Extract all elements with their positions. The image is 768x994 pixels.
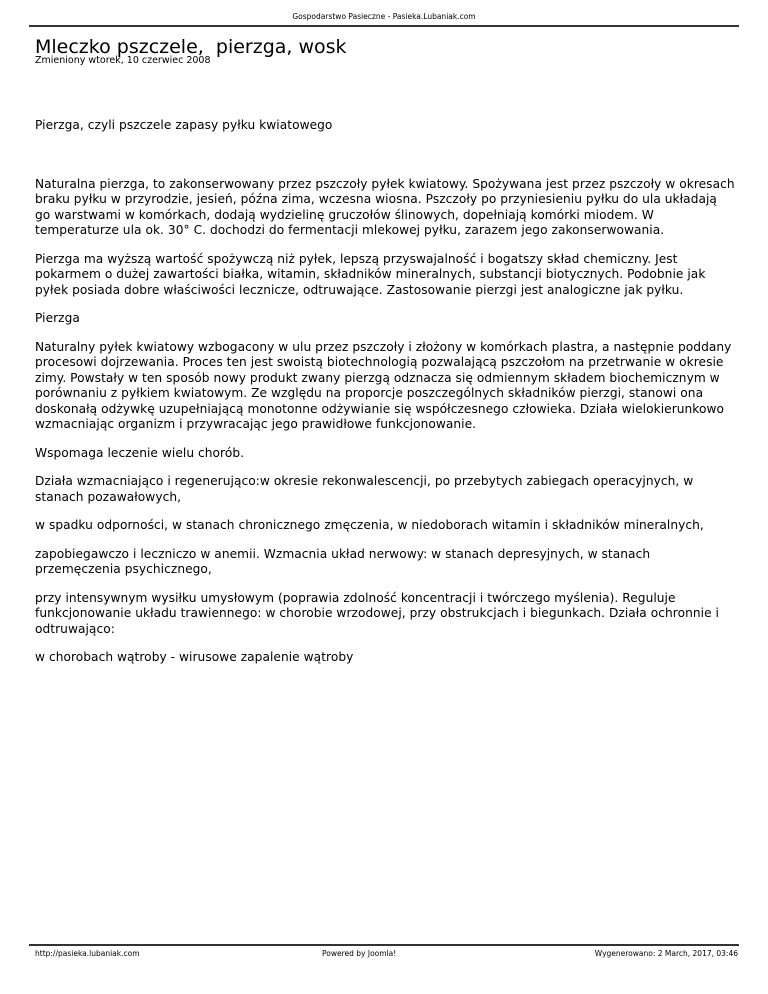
paragraph: w spadku odporności, w stanach chronicznego zmęczenia, w niedoborach witamin i składników mineralnych, [35,518,704,532]
footer-divider [29,944,739,946]
article-title: Mleczko pszczele, pierzga, wosk [35,36,347,58]
paragraph: Naturalny pyłek kwiatowy wzbogacony w ulu przez pszczoły i złożony w komórkach plastra, a następnie poddany procesowi dojrzewania. Proces ten jest swoistą biotechnologią pozwalającą pszczołom na przetrwanie w okresie zimy. Powstały w ten sposób nowy produkt zwany pierzgą odznacza się odmiennym składem biochemicznym w porównaniu z pyłkiem kwiatowym. Ze względu na proporcje poszczególnych składników pierzgi, stanowi ona doskonałą odżywkę uzupełniającą monotonne odżywianie się współczesnego człowieka. Działa wielokierunkowo wzmacniając organizm i przywracając jego prawidłowe funkcjonowanie. [35,339,732,431]
paragraph: w chorobach wątroby - wirusowe zapalenie wątroby [35,650,354,664]
footer-generated-date: Wygenerowano: 2 March, 2017, 03:46 [594,949,738,958]
paragraph: Pierzga ma wyższą wartość spożywczą niż pyłek, lepszą przyswajalność i bogatszy skład chemiczny. Jest pokarmem o dużej zawartości białka, witamin, składników mineralnych, substancji biotycznych. Podobnie jak pyłek posiada dobre właściwości lecznicze, odtruwające. Zastosowanie pierzgi jest analogiczne jak pyłku. [35,251,706,297]
section-heading: Pierzga, czyli pszczele zapasy pyłku kwiatowego [35,118,333,132]
article-body [35,118,735,666]
footer-powered-by: Powered by Joomla! [322,949,397,958]
paragraph-heading: Pierzga [35,311,80,325]
modified-date: Zmieniony wtorek, 10 czerwiec 2008 [35,55,211,66]
paragraph: przy intensywnym wysiłku umysłowym (poprawia zdolność koncentracji i twórczego myślenia). Reguluje funkcjonowanie układu trawiennego: w chorobie wrzodowej, przy obstrukcjach i biegunkach. Działa ochronnie i odtruwająco: [35,590,719,636]
header-divider [29,25,739,27]
paragraph: Działa wzmacniająco i regenerująco:w okresie rekonwalescencji, po przebytych zabiegach operacyjnych, w stanach pozawałowych, [35,474,694,504]
paragraph: Naturalna pierzga, to zakonserwowany przez pszczoły pyłek kwiatowy. Spożywana jest przez pszczoły w okresach braku pyłku w przyrodzie, jesień, późna zima, wczesna wiosna. Pszczoły po przyniesieniu pyłku do ula układają go warstwami w komórkach, dodają wydzielinę gruczołów ślinowych, dopełniają komórki miodem. W temperaturze ula ok. 30° C. dochodzi do fermentacji mlekowej pyłku, zarazem jego zakonserwowania. [35,176,735,237]
footer-url: http://pasieka.lubaniak.com [35,949,140,958]
paragraph: zapobiegawczo i leczniczo w anemii. Wzmacnia układ nerwowy: w stanach depresyjnych, w stanach przemęczenia psychicznego, [35,546,651,576]
site-header: Gospodarstwo Pasieczne - Pasieka.Lubaniak.com [292,12,476,21]
paragraph: Wspomaga leczenie wielu chorób. [35,445,245,460]
